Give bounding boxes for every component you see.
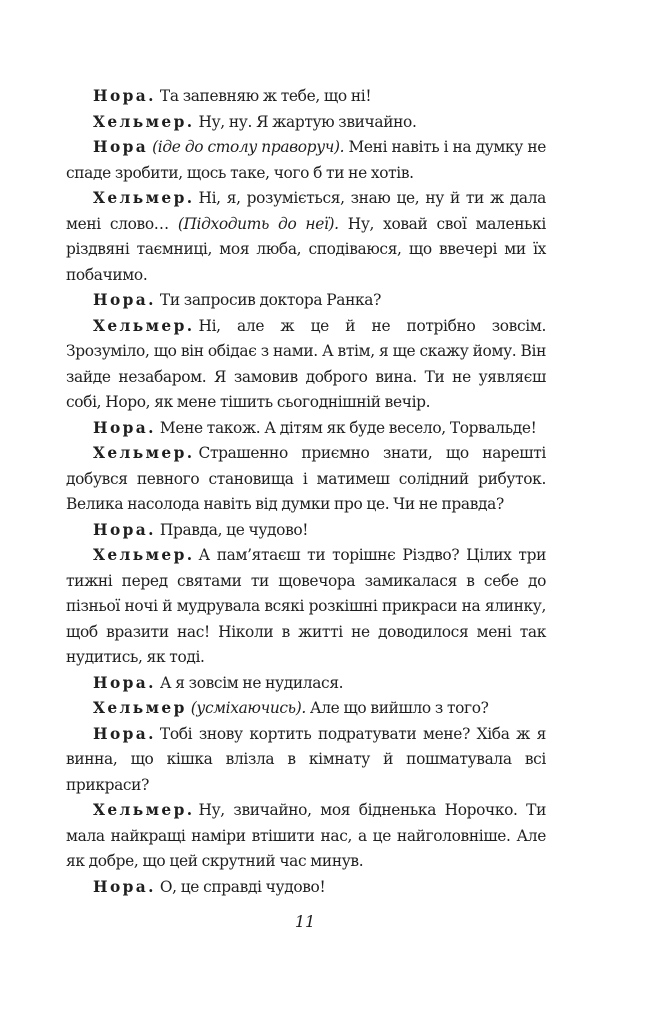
speaker-name: Хельмер.	[93, 316, 195, 335]
dialogue-line	[66, 722, 546, 799]
speaker-name: Хельмер	[93, 699, 187, 717]
speaker-name: Нора.	[93, 877, 156, 896]
speech-text: Тобі знову кортить подратувати мене? Хіба ж я винна, що кішка влізла в кімнату й пошматувала всі прикраси?	[66, 724, 546, 794]
dialogue-line	[66, 671, 546, 697]
speaker-name: Нора.	[93, 520, 156, 539]
dialogue-line	[66, 314, 546, 416]
speech-text: Ні, я, розуміється, знаю це, ну й ти ж дала мені слово…	[66, 189, 546, 233]
stage-direction: (усміхаючись).	[190, 699, 306, 717]
stage-direction: (Підходить до неї).	[177, 214, 339, 233]
speech-text: Правда, це чудово!	[159, 520, 309, 539]
speech-text: Але що вийшло з того?	[305, 699, 489, 717]
dialogue-line	[66, 288, 546, 314]
speaker-name: Хельмер.	[93, 189, 195, 207]
speech-text: Мене також. А дітям як буде весело, Торвальде!	[159, 418, 537, 437]
speech-text: Ні, але ж це й не потрібно зовсім. Зрозуміло, що він обідає з нами. А втім, я ще скажу йому. Він зайде незабаром. Я замовив доброго вина. Ти не уявляєш собі, Норо, як мене тішить сьогоднішній вечір.	[66, 316, 546, 411]
speech-text: А пам’ятаєш ти торішнє Різдво? Цілих три тижні перед святами ти щовечора замикалася в себе до пізньої ночі й мудрувала всякі розкішні прикраси на ялинку, щоб вразити нас! Ніколи в житті не доводилося мені так нудитись, як тоді.	[66, 546, 546, 666]
dialogue-line	[66, 416, 546, 442]
dialogue-line	[66, 441, 546, 518]
speaker-name: Нора	[93, 138, 149, 156]
dialogue-line	[66, 110, 546, 136]
speaker-name: Нора.	[93, 673, 156, 692]
speaker-name: Хельмер.	[93, 444, 195, 462]
dialogue-line	[66, 875, 546, 901]
speech-text: Та запевняю ж тебе, що ні!	[159, 87, 372, 105]
page-number: 11	[294, 912, 316, 931]
speaker-name: Нора.	[93, 724, 156, 743]
dialogue-line	[66, 543, 546, 671]
speech-text: Ти запросив доктора Ранка?	[159, 291, 382, 309]
speaker-name: Хельмер.	[93, 801, 195, 819]
speaker-name: Нора.	[93, 87, 156, 105]
dialogue-line	[66, 696, 546, 722]
speech-text: О, це справді чудово!	[159, 877, 326, 896]
dialogue-line	[66, 135, 546, 186]
speaker-name: Нора.	[93, 418, 156, 437]
dialogue-line	[66, 84, 546, 110]
speech-text: Ну, ховай свої маленькі різдвяні таємниці, моя люба, сподіваюся, що ввечері ми їх побачимо.	[66, 214, 546, 284]
speech-text: А я зовсім не нудилася.	[159, 673, 344, 692]
speech-text: Страшенно приємно знати, що нарешті добувся певного становища і матимеш солідний рибуток. Велика насолода навіть від думки про це. Чи не правда?	[66, 444, 546, 513]
dialogue-line	[66, 186, 546, 288]
page-text	[66, 84, 546, 900]
speaker-name: Нора.	[93, 291, 156, 309]
speech-text: Ну, ну. Я жартую звичайно.	[198, 112, 417, 131]
dialogue-line	[66, 798, 546, 875]
speech-text: Ну, звичайно, моя бідненька Норочко. Ти мала найкращі наміри втішити нас, а це найголовніше. Але як добре, що цей скрутний час минув.	[66, 801, 546, 870]
speaker-name: Хельмер.	[93, 546, 195, 564]
speaker-name: Хельмер.	[93, 112, 195, 131]
speech-text: Мені навіть і на думку не спаде зробити, щось таке, чого б ти не хотів.	[66, 138, 546, 182]
dialogue-line	[66, 518, 546, 544]
stage-direction: (іде до столу праворуч).	[152, 138, 345, 156]
